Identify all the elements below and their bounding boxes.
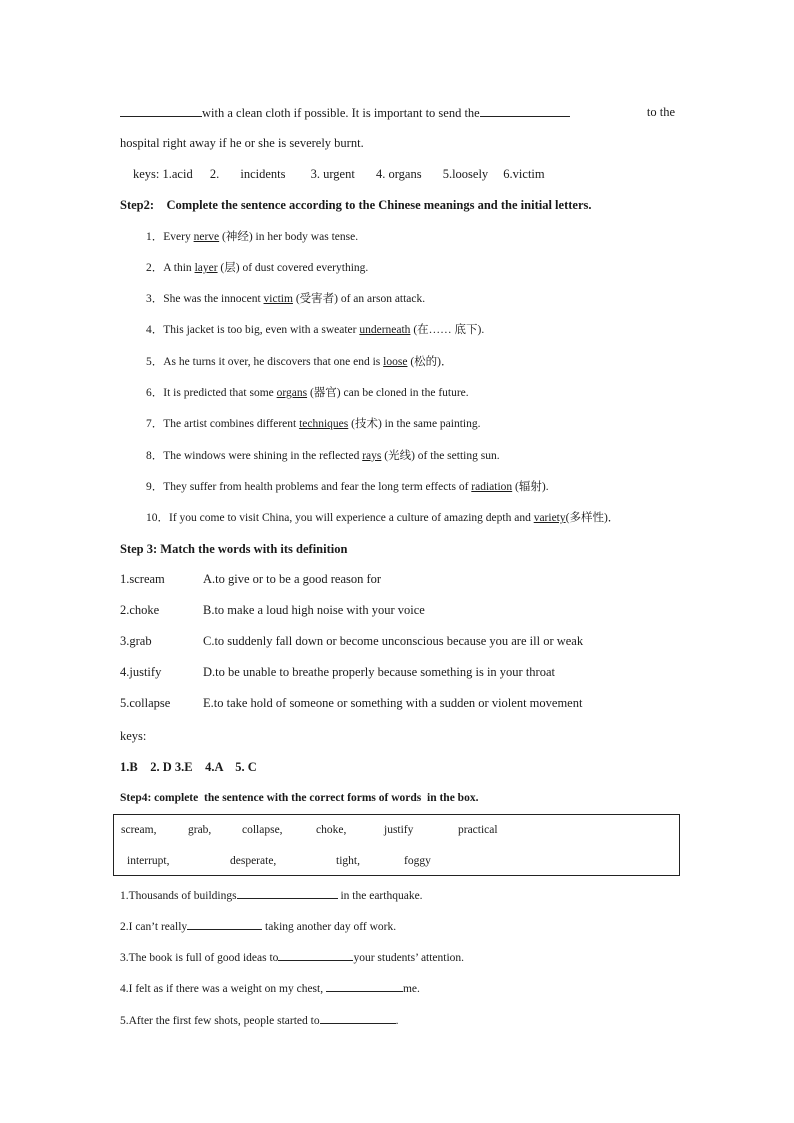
key-item: 5.loosely	[442, 167, 489, 181]
match-word: 3.grab	[120, 634, 152, 648]
list-item: 5．As he turns it over, he discovers that one end is loose (松的)．	[146, 356, 453, 368]
answer-word: radiation	[471, 481, 513, 493]
step3-keys-answer: 1.B 2. D 3.E 4.A 5. C	[120, 760, 257, 774]
intro-line-1	[120, 104, 675, 121]
match-definition: E.to take hold of someone or something with a sudden or violent movement	[203, 696, 583, 710]
box-word: tight,	[336, 855, 360, 867]
step4-sentence: 2.I can’t really taking another day off work.	[120, 917, 396, 935]
list-item: 9．They suffer from health problems and fear the long term effects of radiation (辐射).	[146, 481, 549, 493]
box-word: practical	[458, 824, 498, 836]
box-word: justify	[384, 824, 414, 836]
answer-word: loose	[383, 356, 408, 368]
list-item: 6．It is predicted that some organs (器官) can be cloned in the future.	[146, 387, 469, 399]
box-word: foggy	[404, 855, 431, 867]
box-word: scream,	[121, 824, 157, 836]
box-word: desperate,	[230, 855, 277, 867]
step2-heading: Step2: Complete the sentence according to the Chinese meanings and the initial letters.	[120, 198, 592, 212]
answer-blank[interactable]	[326, 979, 403, 992]
blank[interactable]	[480, 104, 570, 117]
key-item: 2.	[209, 167, 220, 181]
box-word: collapse,	[242, 824, 283, 836]
step4-sentence: 5.After the first few shots, people started to .	[120, 1011, 398, 1029]
match-definition: B.to make a loud high noise with your voice	[203, 603, 425, 617]
box-word: choke,	[316, 824, 347, 836]
list-item: 7．The artist combines different techniques (技术) in the same painting.	[146, 418, 481, 430]
match-word: 5.collapse	[120, 696, 171, 710]
match-definition: D.to be unable to breathe properly because something is in your throat	[203, 665, 555, 679]
list-item: 3．She was the innocent victim (受害者) of an arson attack.	[146, 293, 426, 305]
answer-blank[interactable]	[278, 948, 353, 961]
answer-word: variety	[533, 512, 566, 524]
match-word: 1.scream	[120, 572, 165, 586]
step4-sentence: 4.I felt as if there was a weight on my chest, me.	[120, 979, 420, 997]
key-item: 3. urgent	[310, 167, 355, 181]
blank[interactable]	[120, 104, 202, 117]
answer-blank[interactable]	[320, 1011, 396, 1024]
step3-heading: Step 3: Match the words with its definition	[120, 542, 348, 556]
list-item: 1．Every nerve (神经) in her body was tense.	[146, 231, 359, 243]
key-item: 6.victim	[503, 167, 545, 181]
key-item: incidents	[240, 167, 286, 181]
intro-line-2: hospital right away if he or she is severely burnt.	[120, 136, 364, 150]
answer-word: organs	[276, 387, 308, 399]
list-item: 8．The windows were shining in the reflected rays (光线) of the setting sun.	[146, 450, 500, 462]
match-definition: C.to suddenly fall down or become unconscious because you are ill or weak	[203, 634, 584, 648]
answer-word: rays	[362, 450, 382, 462]
answer-word: techniques	[299, 418, 349, 430]
answer-word: victim	[263, 293, 293, 305]
answer-blank[interactable]	[237, 886, 338, 899]
box-word: interrupt,	[127, 855, 170, 867]
intro-keys	[133, 166, 545, 182]
match-word: 4.justify	[120, 665, 162, 679]
list-item: 4．This jacket is too big, even with a sweater underneath (在…… 底下).	[146, 324, 485, 336]
answer-word: layer	[194, 262, 218, 274]
intro-text-a: with a clean cloth if possible. It is important to send the	[202, 106, 480, 120]
answer-word: nerve	[193, 231, 220, 243]
list-item: 10．If you come to visit China, you will experience a culture of amazing depth and variety(多样性)．	[146, 512, 620, 524]
step4-heading: Step4: complete the sentence with the correct forms of words in the box.	[120, 792, 479, 804]
step3-keys-label: keys:	[120, 729, 147, 743]
box-word: grab,	[188, 824, 212, 836]
key-item: keys: 1.acid	[133, 167, 193, 181]
step4-sentence: 1.Thousands of buildings in the earthquake.	[120, 886, 423, 904]
key-item: 4. organs	[375, 167, 422, 181]
word-box	[113, 814, 680, 876]
answer-word: underneath	[359, 324, 411, 336]
match-definition: A.to give or to be a good reason for	[203, 572, 382, 586]
step4-sentence: 3.The book is full of good ideas to your students’ attention.	[120, 948, 464, 966]
answer-blank[interactable]	[187, 917, 262, 930]
list-item: 2．A thin layer (层) of dust covered everything.	[146, 262, 369, 274]
intro-text-b: to the	[646, 105, 675, 119]
match-word: 2.choke	[120, 603, 160, 617]
